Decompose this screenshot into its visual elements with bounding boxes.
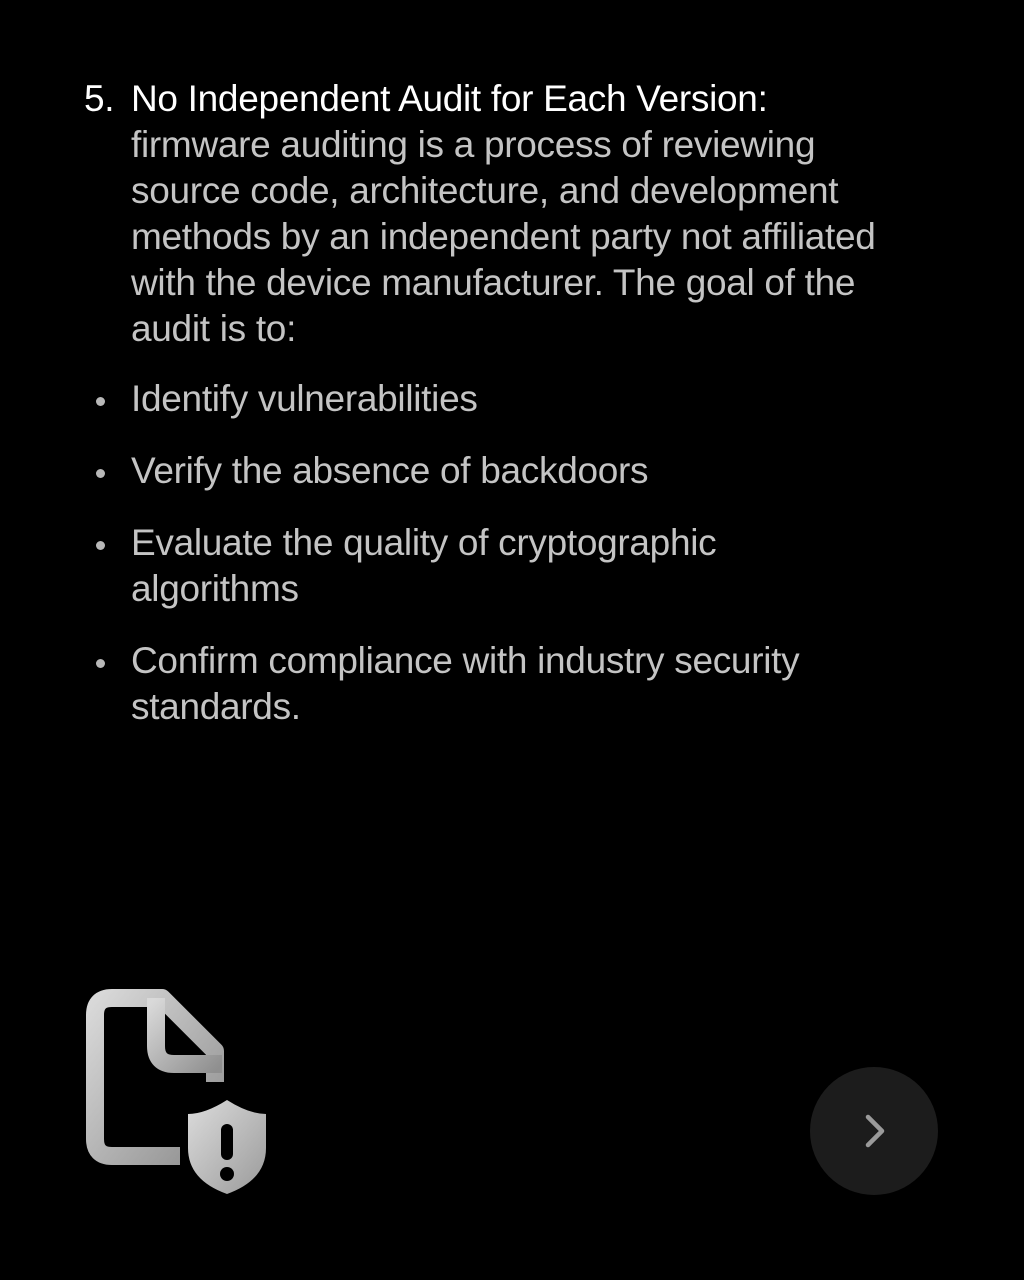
list-item-text: Confirm compliance with industry security standards. bbox=[131, 640, 800, 727]
list-item bbox=[84, 376, 944, 422]
bullet-icon bbox=[84, 520, 131, 566]
list-item bbox=[84, 638, 944, 730]
list-item-text: Evaluate the quality of cryptographic algorithms bbox=[131, 522, 717, 609]
bullet-icon bbox=[84, 638, 131, 684]
slide-content bbox=[84, 76, 944, 756]
bullet-icon bbox=[84, 448, 131, 494]
section-title: No Independent Audit for Each Version: bbox=[131, 78, 768, 119]
section-number: 5. bbox=[84, 78, 115, 119]
bullet-icon bbox=[84, 376, 131, 422]
next-button[interactable] bbox=[810, 1067, 938, 1195]
bullet-list bbox=[84, 376, 944, 730]
list-item-text: Identify vulnerabilities bbox=[131, 378, 478, 419]
list-item-text: Verify the absence of backdoors bbox=[131, 450, 649, 491]
section-description: firmware auditing is a process of reviewing source code, architecture, and development methods by an independent party not affiliated with the device manufacturer. The goal of the audit is to: bbox=[131, 124, 876, 349]
document-warning-shield-icon bbox=[84, 988, 270, 1198]
list-item bbox=[84, 520, 944, 612]
section-heading bbox=[84, 76, 944, 122]
chevron-right-icon bbox=[854, 1111, 894, 1151]
list-item bbox=[84, 448, 944, 494]
